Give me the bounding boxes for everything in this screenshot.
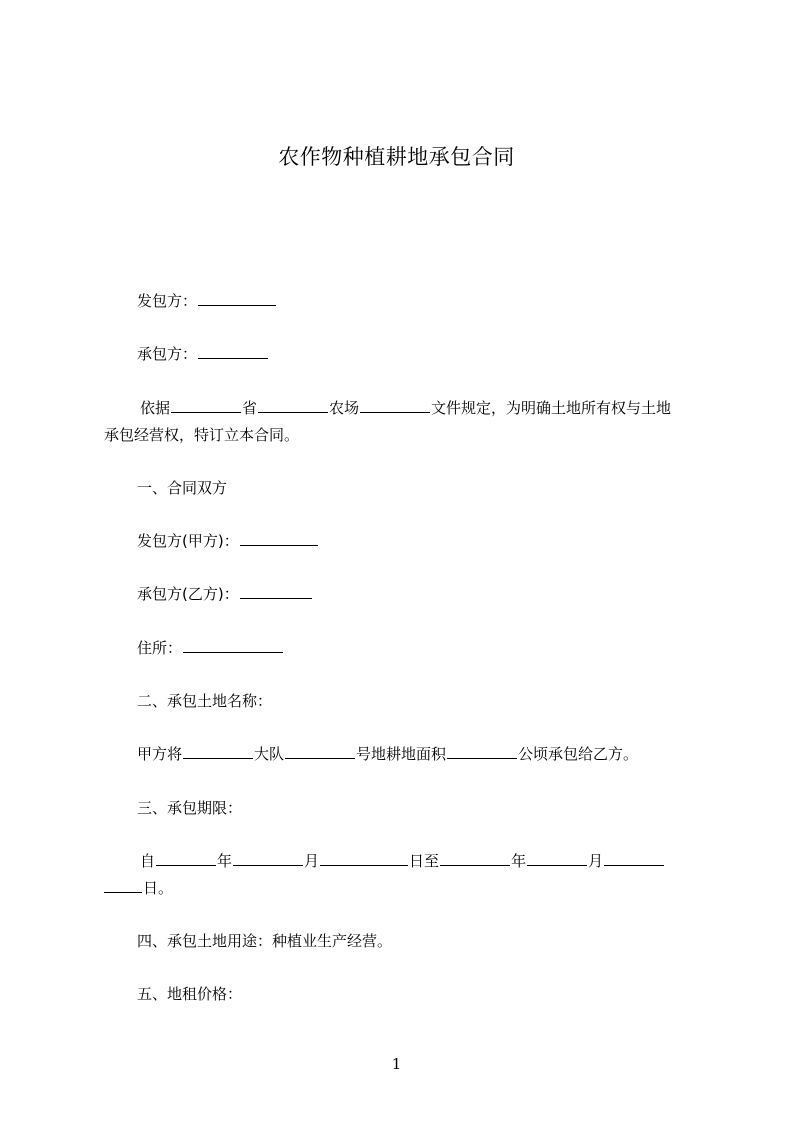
term-text-6: 月 [588,852,604,870]
term-blank-6 [604,850,664,866]
page-number: 1 [391,1055,402,1073]
term-line [140,850,665,872]
term-blank-2 [233,850,303,866]
land-blank-2 [285,743,355,759]
section1-heading: 一、合同双方 [137,479,228,497]
party-a-label: 发包方(甲方)： [137,532,239,550]
address-label: 住所： [137,639,183,657]
term-blank-4 [440,850,510,866]
land-blank-1 [183,743,253,759]
term-text-5: 年 [511,852,527,870]
party-b-blank [240,583,312,599]
section5-heading: 五、地租价格： [137,985,243,1003]
chengbao-label: 承包方： [137,345,198,363]
basis-line [140,397,671,419]
term-text-1: 自 [140,852,156,870]
fabao-label: 发包方： [137,292,198,310]
document-title: 农作物种植耕地承包合同 [278,145,515,169]
section3-heading: 三、承包期限： [137,799,243,817]
land-text-2: 大队 [254,745,285,763]
party-b-label: 承包方(乙方)： [137,585,239,603]
party-a-blank [240,530,318,546]
basis-blank-1 [171,397,241,413]
term-text-2: 年 [217,852,233,870]
address-blank [183,637,283,653]
term-blank-1 [156,850,216,866]
basis-blank-3 [360,397,430,413]
section4-heading: 四、承包土地用途：种植业生产经营。 [137,932,393,950]
basis-line-cont: 承包经营权，特订立本合同。 [104,426,300,444]
land-line [137,743,638,765]
land-text-4: 公顷承包给乙方。 [518,745,639,763]
address-line [137,637,284,659]
term-text-cont: 日。 [143,879,174,897]
fabao-line [137,290,277,312]
chengbao-blank [198,343,268,359]
chengbao-line [137,343,269,365]
party-a-line [137,530,319,552]
term-line-cont [104,877,173,899]
fabao-blank [198,290,276,306]
basis-text-4: 文件规定，为明确土地所有权与土地 [431,399,672,417]
party-b-line [137,583,313,605]
term-text-3: 月 [304,852,320,870]
basis-text-2: 省 [242,399,258,417]
land-blank-3 [447,743,517,759]
term-blank-7 [104,877,142,893]
basis-blank-2 [258,397,328,413]
section2-heading: 二、承包土地名称： [137,692,273,710]
basis-text-3: 农场 [329,399,360,417]
land-text-1: 甲方将 [137,745,183,763]
basis-text-1: 依据 [140,399,171,417]
land-text-3: 号地耕地面积 [356,745,447,763]
term-text-4: 日至 [409,852,440,870]
term-blank-5 [527,850,587,866]
term-blank-3 [320,850,408,866]
